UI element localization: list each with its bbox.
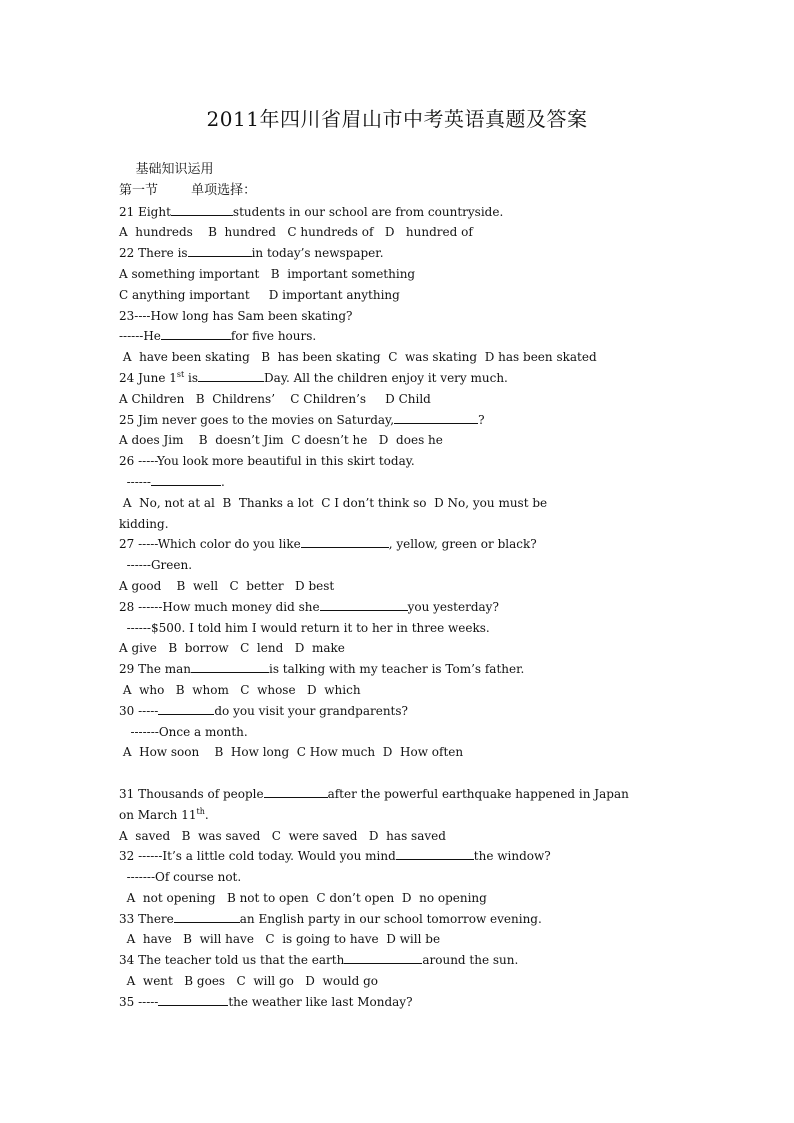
line-text: 31 Thousands of people: [119, 786, 264, 801]
line-text: A How soon B How long C How much D How often: [119, 745, 464, 760]
question-line: [119, 555, 679, 576]
line-text: ------Green.: [119, 558, 193, 573]
question-line: [119, 368, 679, 389]
question-line: [119, 202, 679, 223]
question-line: [119, 222, 679, 243]
fill-in-blank: [394, 410, 478, 424]
line-text: around the sun.: [422, 953, 519, 968]
page-title: 2011年四川省眉山市中考英语真题及答案: [206, 107, 588, 131]
question-list: [119, 202, 679, 1013]
line-text: ------$500. I told him I would return it to her in three weeks.: [119, 620, 490, 635]
fill-in-blank: [158, 992, 228, 1006]
question-line: [119, 597, 679, 618]
line-text: -------Of course not.: [119, 870, 242, 885]
question-line: [119, 659, 679, 680]
line-text: A does Jim B doesn’t Jim C doesn’t he D does he: [119, 433, 443, 448]
question-line: [119, 992, 679, 1013]
line-text: 23----How long has Sam been skating?: [119, 308, 353, 323]
line-text: 33 There: [119, 911, 174, 926]
line-text: .: [220, 474, 225, 489]
line-text: 27 -----Which color do you like: [119, 537, 301, 552]
line-text: in today’s newspaper.: [251, 246, 384, 261]
question-line: [119, 722, 679, 743]
question-line: [119, 576, 679, 597]
line-text: is: [184, 370, 199, 385]
question-line: [119, 285, 679, 306]
question-line: [119, 493, 679, 514]
question-line: [119, 784, 679, 805]
line-text: 32 ------It’s a little cold today. Would you mind: [119, 849, 396, 864]
empty-line: [119, 763, 679, 784]
fill-in-blank: [198, 368, 264, 382]
line-text: A have been skating B has been skating C was skating D has been skated: [119, 350, 597, 365]
line-text: 29 The man: [119, 662, 191, 677]
fill-in-blank: [264, 784, 328, 798]
line-text: C anything important D important anything: [119, 287, 400, 302]
line-text: kidding.: [119, 516, 169, 531]
line-text: A hundreds B hundred C hundreds of D hundred of: [119, 225, 473, 240]
line-text: ------: [119, 474, 151, 489]
line-text: for five hours.: [230, 329, 317, 344]
section-heading: [119, 160, 679, 181]
line-text: 35 -----: [119, 994, 159, 1009]
question-line: [119, 888, 679, 909]
line-text: 30 -----: [119, 703, 159, 718]
line-text: A No, not at al B Thanks a lot C I don’t think so D No, you must be: [119, 495, 548, 510]
question-line: [119, 618, 679, 639]
line-text: Day. All the children enjoy it very much.: [264, 370, 508, 385]
question-line: [119, 867, 679, 888]
fill-in-blank: [191, 659, 269, 673]
line-text: A saved B was saved C were saved D has saved: [119, 828, 446, 843]
question-line: [119, 846, 679, 867]
line-text: ?: [478, 412, 485, 427]
line-text: A give B borrow C lend D make: [119, 641, 345, 656]
fill-in-blank: [188, 243, 252, 257]
question-line: [119, 264, 679, 285]
document-body: [119, 160, 679, 1013]
question-line: [119, 971, 679, 992]
question-line: [119, 410, 679, 431]
question-line: [119, 472, 679, 493]
line-text: 28 ------How much money did she: [119, 599, 320, 614]
fill-in-blank: [151, 472, 221, 486]
line-text: the weather like last Monday?: [228, 994, 413, 1009]
fill-in-blank: [161, 326, 231, 340]
superscript-text: th: [196, 806, 205, 816]
line-text: -------Once a month.: [119, 724, 248, 739]
section-heading-text: 基础知识运用: [135, 162, 214, 177]
question-line: [119, 243, 679, 264]
line-text: A who B whom C whose D which: [119, 682, 361, 697]
fill-in-blank: [396, 846, 474, 860]
question-line: [119, 534, 679, 555]
fill-in-blank: [171, 202, 233, 216]
question-line: [119, 826, 679, 847]
line-text: A not opening B not to open C don’t open D no opening: [119, 890, 487, 905]
line-text: 24 June 1: [119, 370, 177, 385]
line-text: 34 The teacher told us that the earth: [119, 953, 345, 968]
line-text: students in our school are from countryside.: [232, 204, 504, 219]
question-line: [119, 347, 679, 368]
question-line: [119, 430, 679, 451]
line-text: is talking with my teacher is Tom’s father.: [269, 662, 525, 677]
question-line: [119, 306, 679, 327]
subsection-heading: [119, 181, 679, 202]
question-line: [119, 805, 679, 826]
question-line: [119, 326, 679, 347]
line-text: on March 11: [119, 807, 197, 822]
fill-in-blank: [301, 534, 389, 548]
line-text: ------He: [119, 329, 161, 344]
fill-in-blank: [344, 950, 422, 964]
line-text: 25 Jim never goes to the movies on Saturday,: [119, 412, 395, 427]
line-text: 26 -----You look more beautiful in this skirt today.: [119, 454, 415, 469]
line-text: .: [204, 807, 209, 822]
line-text: 21 Eight: [119, 204, 171, 219]
question-line: [119, 451, 679, 472]
subsection-label: 第一节: [119, 182, 159, 198]
superscript-text: st: [176, 369, 185, 379]
line-text: A have B will have C is going to have D will be: [119, 932, 441, 947]
question-line: [119, 950, 679, 971]
line-text: A good B well C better D best: [119, 578, 335, 593]
line-text: do you visit your grandparents?: [214, 703, 408, 718]
question-line: [119, 929, 679, 950]
line-text: A Children B Childrens’ C Children’s D Child: [119, 391, 431, 406]
subsection-title: 单项选择：: [191, 182, 257, 198]
line-text: an English party in our school tomorrow evening.: [239, 911, 542, 926]
line-text: you yesterday?: [407, 599, 499, 614]
question-line: [119, 514, 679, 535]
fill-in-blank: [174, 909, 240, 923]
line-text: after the powerful earthquake happened in Japan: [327, 786, 629, 801]
line-text: , yellow, green or black?: [388, 537, 537, 552]
question-line: [119, 389, 679, 410]
line-text: 22 There is: [119, 246, 188, 261]
fill-in-blank: [320, 597, 408, 611]
question-line: [119, 742, 679, 763]
question-line: [119, 680, 679, 701]
question-line: [119, 638, 679, 659]
question-line: [119, 701, 679, 722]
line-text: the window?: [473, 849, 551, 864]
fill-in-blank: [158, 701, 214, 715]
line-text: A something important B important something: [119, 266, 416, 281]
line-text: A went B goes C will go D would go: [119, 974, 379, 989]
question-line: [119, 909, 679, 930]
